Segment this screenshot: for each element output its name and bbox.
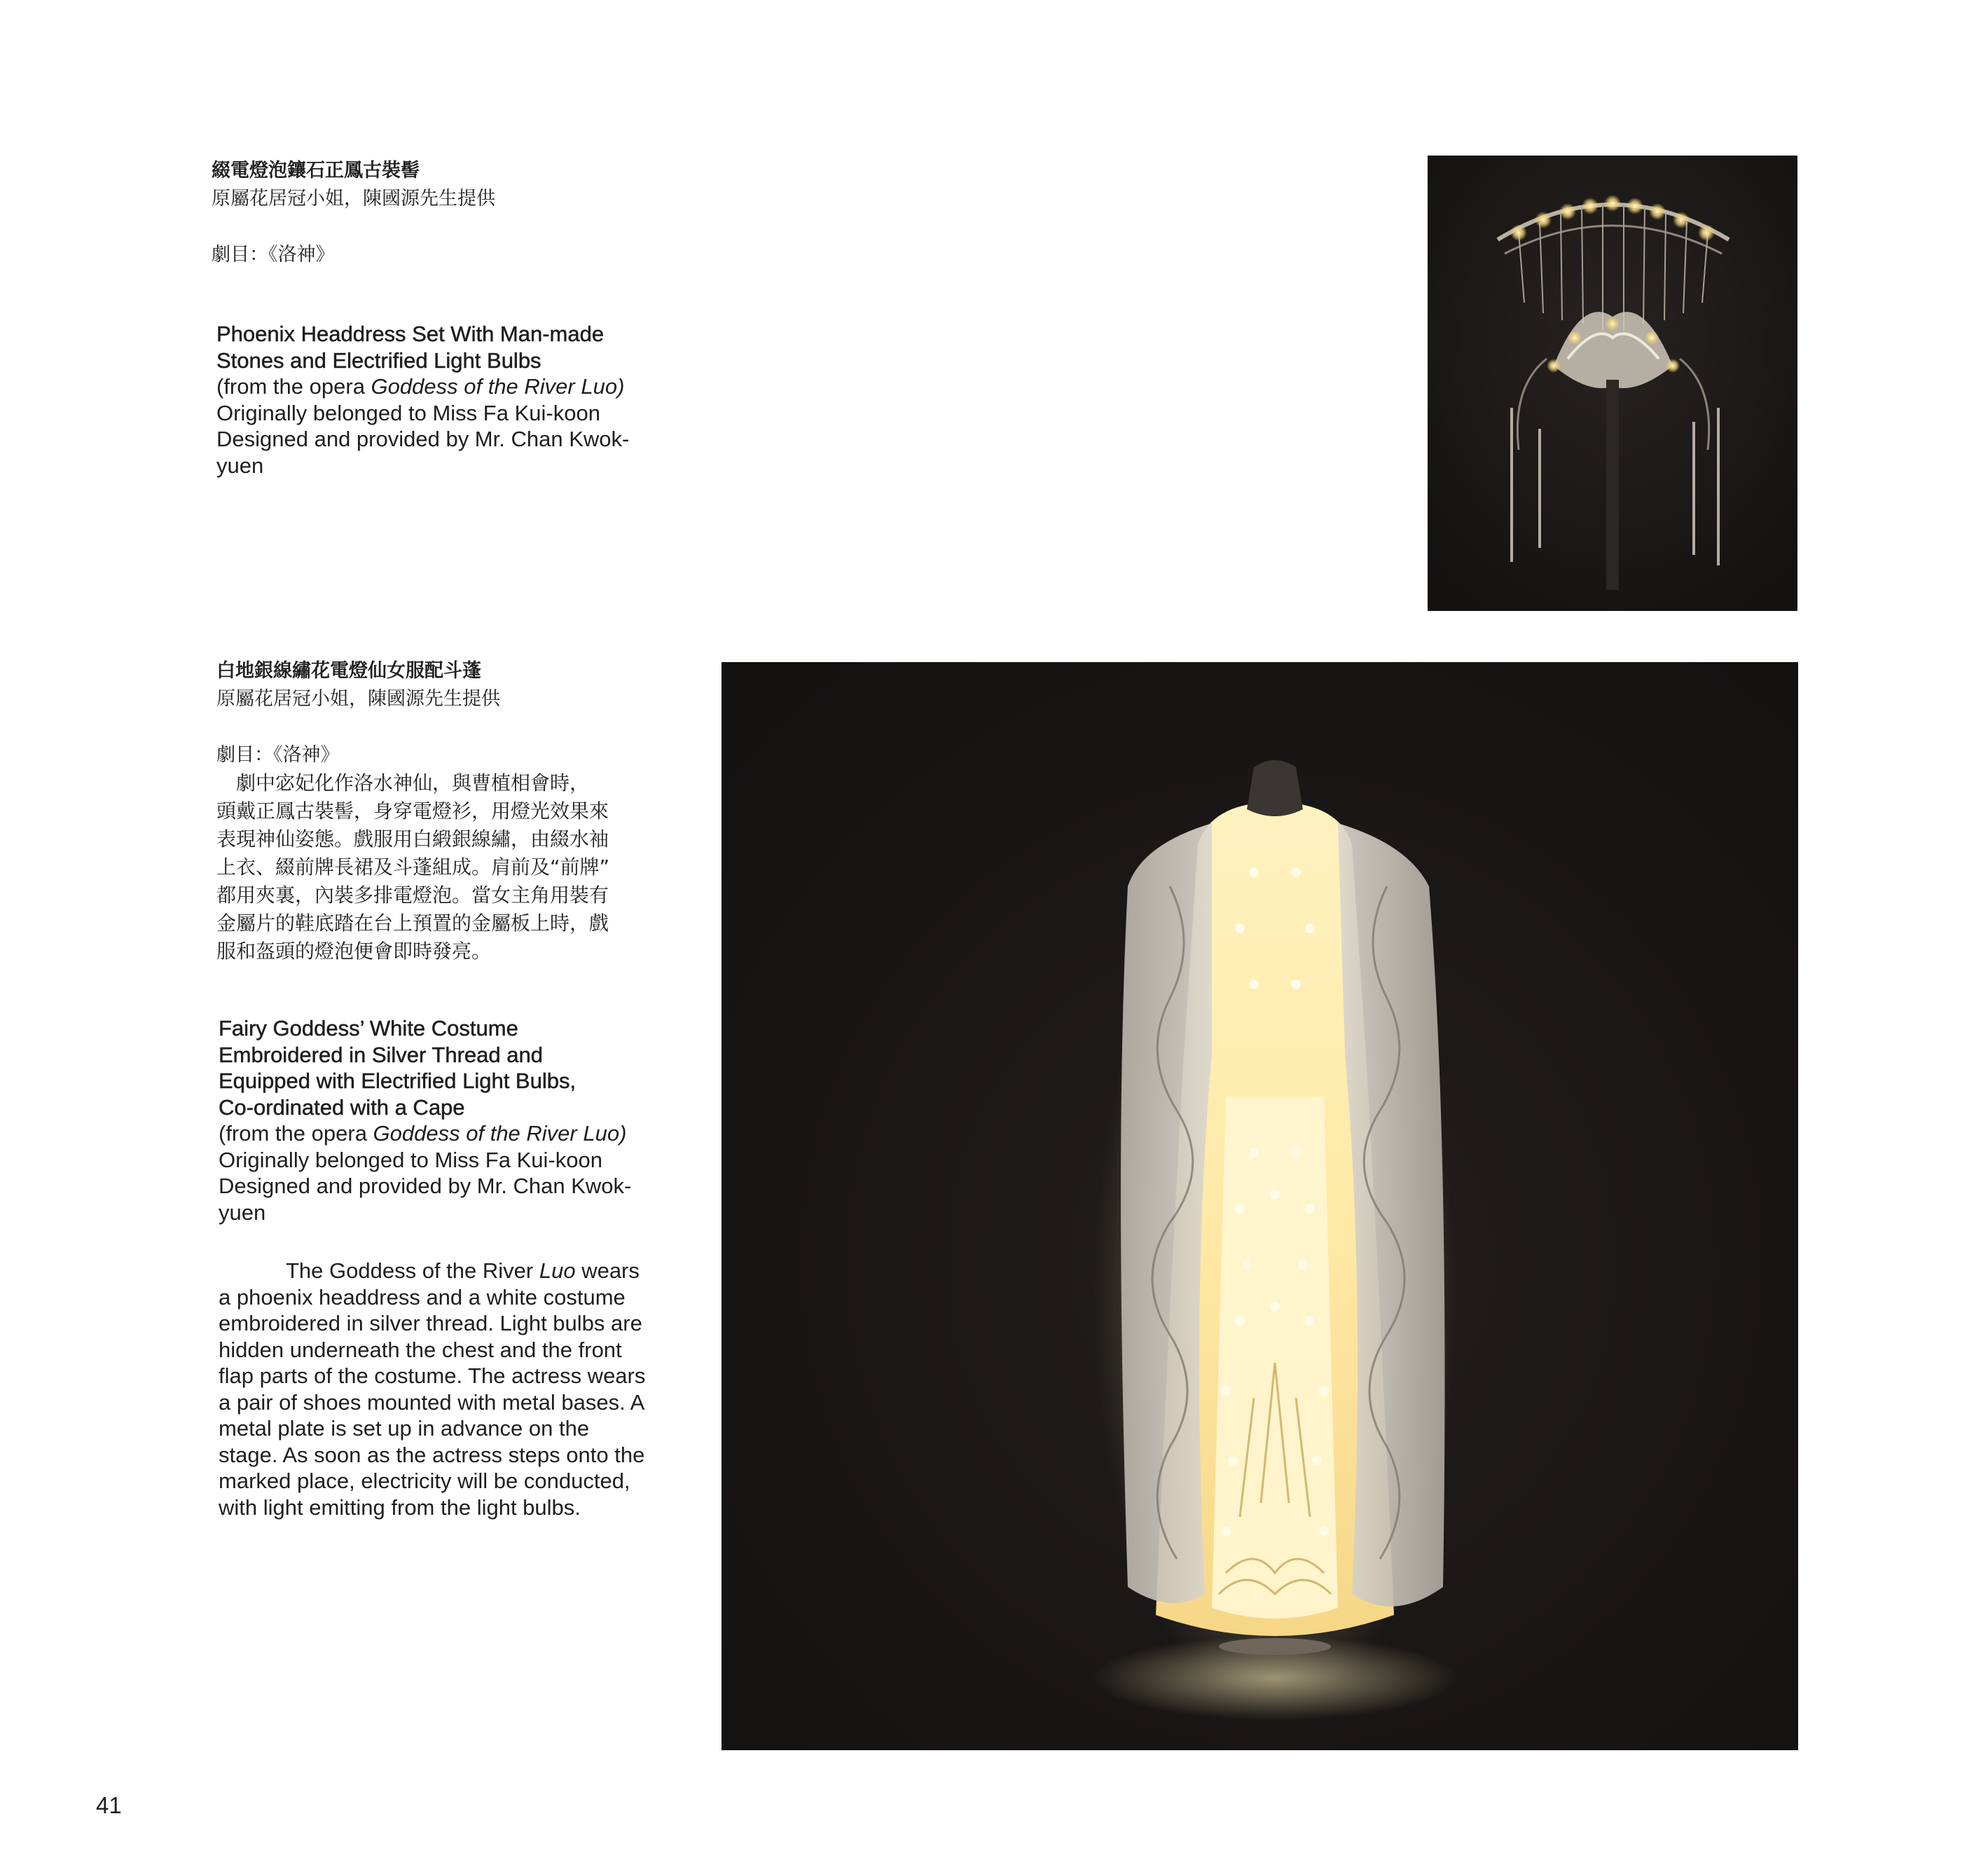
zh-desc-line: 劇中宓妃化作洛水神仙，與曹植相會時， [216, 771, 590, 795]
headdress-en-title-line-1: Phoenix Headdress Set With Man-made [216, 322, 605, 346]
en-desc-line: metal plate is set up in advance on the [219, 1416, 590, 1441]
costume-en-title-line-4: Co-ordinated with a Cape [219, 1094, 465, 1120]
en-desc-line: stage. As soon as the actress steps onto the [219, 1442, 645, 1467]
desc-prefix: The Goddess of the River [286, 1258, 539, 1283]
opera-title: Goddess of the River Luo) [371, 374, 625, 399]
costume-photo [722, 662, 1798, 1750]
zh-desc-line: 表現神仙姿態。戲服用白緞銀線繡，由綴水袖 [216, 827, 609, 851]
headdress-zh-title: 綴電燈泡鑲石正鳳古裝髻 [212, 160, 420, 181]
headdress-en-credit-line-2: Designed and provided by Mr. Chan Kwok- [216, 427, 630, 451]
headdress-en-opera [216, 373, 665, 400]
opera-title: Goddess of the River Luo) [373, 1121, 627, 1146]
en-desc-line: with light emitting from the light bulbs. [219, 1494, 581, 1520]
en-desc-line: a phoenix headdress and a white costume [219, 1284, 626, 1310]
headdress-en-caption [216, 321, 665, 479]
costume-en-description [219, 1258, 645, 1520]
headdress-zh-caption [212, 157, 495, 269]
costume-en-caption [219, 1015, 695, 1225]
headdress-zh-provenance: 原屬花居冠小姐，陳國源先生提供 [212, 188, 495, 209]
costume-en-title-line-2: Embroidered in Silver Thread and [219, 1042, 543, 1067]
zh-desc-line: 都用夾裏，內裝多排電燈泡。當女主角用裝有 [216, 884, 609, 907]
en-desc-first-line [219, 1258, 645, 1284]
desc-suffix: wears [575, 1258, 640, 1283]
costume-en-title-line-3: Equipped with Electrified Light Bulbs, [219, 1068, 577, 1093]
costume-en-title-line-1: Fairy Goddess’ White Costume [219, 1016, 518, 1040]
headdress-en-credit-line-3: yuen [216, 453, 264, 478]
costume-en-credit-line-2: Designed and provided by Mr. Chan Kwok- [219, 1174, 632, 1198]
zh-desc-line: 上衣、綴前牌長裙及斗蓬組成。肩前及“前牌” [216, 855, 610, 879]
page-number: 41 [96, 1792, 122, 1818]
headdress-en-title-line-2: Stones and Electrified Light Bulbs [216, 348, 541, 373]
zh-desc-line: 金屬片的鞋底踏在台上預置的金屬板上時，戲 [216, 912, 609, 935]
costume-en-credit-line-1: Originally belonged to Miss Fa Kui-koon [219, 1147, 602, 1172]
en-desc-line: a pair of shoes mounted with metal bases. A [219, 1389, 645, 1415]
en-desc-line: flap parts of the costume. The actress wears [219, 1363, 646, 1388]
headdress-photo [1428, 156, 1797, 611]
costume-zh-provenance: 原屬花居冠小姐，陳國源先生提供 [216, 688, 500, 710]
costume-zh-caption [216, 657, 609, 965]
en-desc-line: marked place, electricity will be conducted, [219, 1469, 630, 1493]
desc-italic: Luo [539, 1258, 576, 1283]
zh-desc-line: 頭戴正鳳古裝髻，身穿電燈衫，用燈光效果來 [216, 799, 609, 823]
opera-prefix: (from the opera [216, 374, 371, 399]
opera-prefix: (from the opera [219, 1121, 373, 1146]
costume-zh-opera: 劇目：《洛神》 [216, 744, 340, 766]
en-desc-line: hidden underneath the chest and the front [219, 1337, 622, 1362]
headdress-zh-opera: 劇目：《洛神》 [212, 244, 335, 266]
en-desc-line: embroidered in silver thread. Light bulbs are [219, 1311, 642, 1335]
zh-desc-line: 服和盔頭的燈泡便會即時發亮。 [216, 940, 492, 963]
headdress-en-credit-line-1: Originally belonged to Miss Fa Kui-koon [216, 400, 600, 425]
costume-en-credit-line-3: yuen [219, 1200, 266, 1225]
costume-zh-title: 白地銀線繡花電燈仙女服配斗蓬 [216, 660, 481, 682]
costume-zh-description [216, 769, 609, 965]
costume-en-opera [219, 1120, 695, 1147]
